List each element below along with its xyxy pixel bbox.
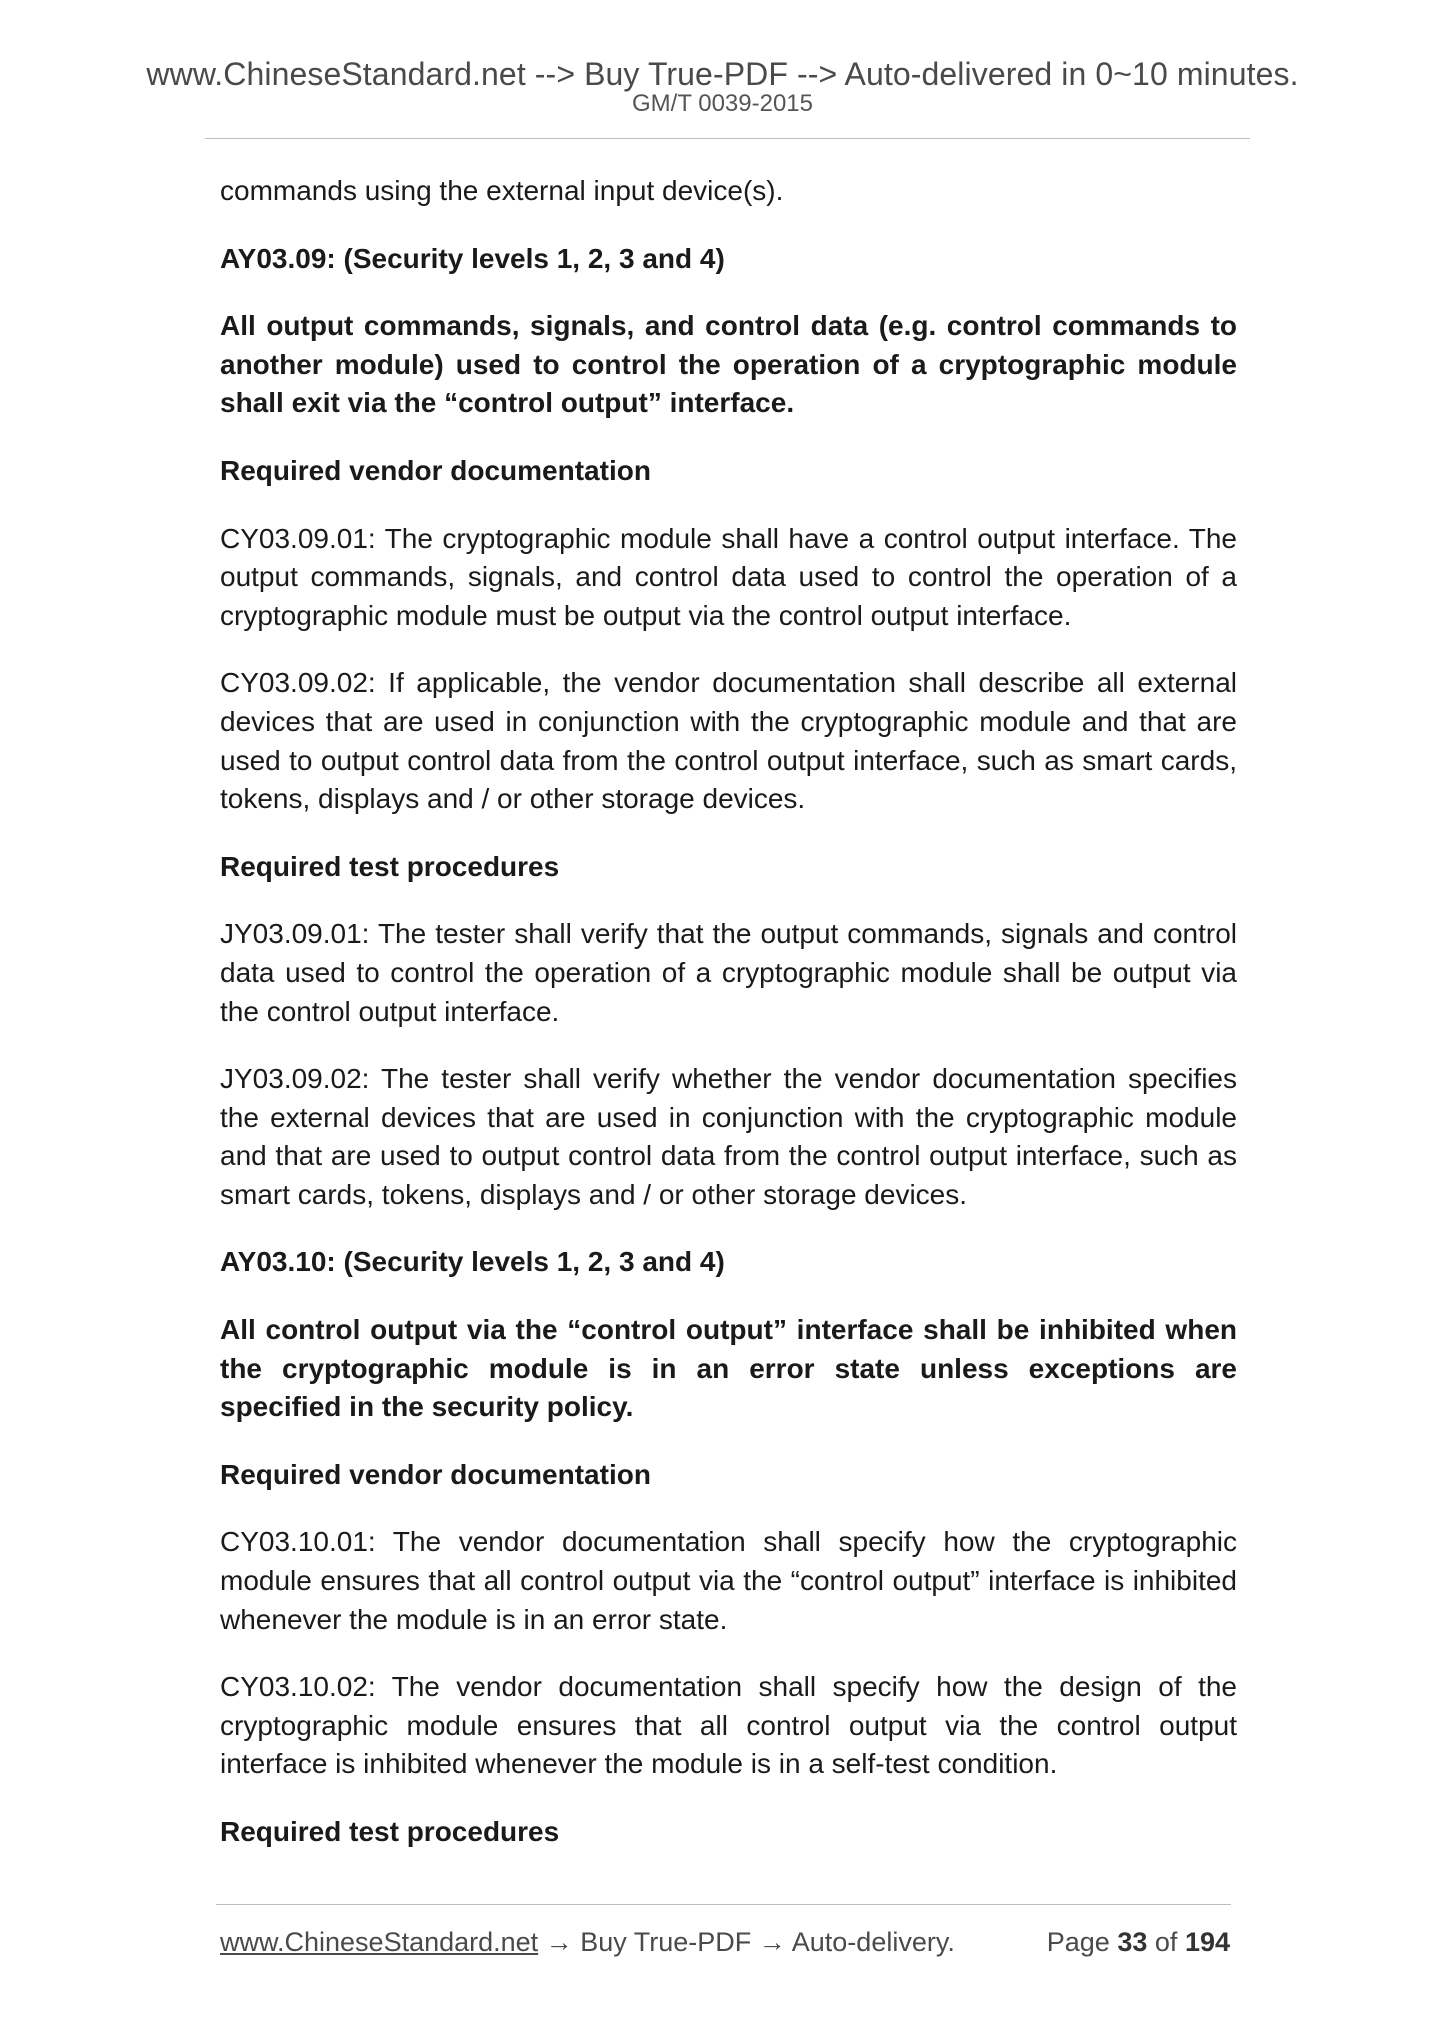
section-heading-vendor-docs: Required vendor documentation xyxy=(220,1458,651,1490)
section-heading-test-procedures: Required test procedures xyxy=(220,1816,560,1847)
footer-promo xyxy=(220,1926,955,1958)
clause-requirement-ay0310: All control output via the “control output” interface shall be inhibited when the cryptographic module is in an error state unless exceptions are specified in the security policy. xyxy=(220,1314,1237,1423)
total-pages: 194 xyxy=(1184,1927,1230,1957)
header-divider xyxy=(205,138,1250,139)
clause-heading-ay0310: AY03.10: (Security levels 1, 2, 3 and 4) xyxy=(220,1246,725,1278)
page-label: Page xyxy=(1046,1927,1110,1957)
paragraph-continuation: commands using the external input device(s). xyxy=(220,175,784,206)
paragraph-cy030901: CY03.09.01: The cryptographic module shall have a control output interface. The output commands, signals, and control data used to control the operation of a cryptographic module must be output via the control output interface. xyxy=(220,522,1237,631)
site-banner: www.ChineseStandard.net --> Buy True-PDF --> Auto-delivered in 0~10 minutes. xyxy=(146,56,1299,92)
paragraph-cy031001: CY03.10.01: The vendor documentation shall specify how the cryptographic module ensures that all control output via the “control output” interface is inhibited whenever the module is in an error state. xyxy=(220,1526,1237,1635)
site-link[interactable]: www.ChineseStandard.net xyxy=(220,1927,539,1957)
document-code: GM/T 0039-2015 xyxy=(632,90,813,117)
of-label: of xyxy=(1154,1927,1178,1957)
footer-divider xyxy=(216,1904,1231,1905)
arrow-separator: → xyxy=(751,1927,792,1957)
footer-delivery-text: Auto-delivery. xyxy=(791,1927,955,1957)
section-heading-vendor-docs: Required vendor documentation xyxy=(220,454,651,486)
clause-requirement-ay0309: All output commands, signals, and control data (e.g. control commands to another module) used to control the operation of a cryptographic module shall exit via the “control output” interface. xyxy=(220,310,1237,419)
paragraph-cy030902: CY03.09.02: If applicable, the vendor documentation shall describe all external devices that are used in conjunction with the cryptographic module and that are used to output control data from the control output interface, such as smart cards, tokens, displays and / or other storage devices. xyxy=(220,667,1237,815)
paragraph-cy031002: CY03.10.02: The vendor documentation shall specify how the design of the cryptographic module ensures that all control output via the control output interface is inhibited whenever the module is in a self-test condition. xyxy=(220,1671,1237,1780)
current-page-number: 33 xyxy=(1117,1927,1148,1957)
section-heading-test-procedures: Required test procedures xyxy=(220,850,560,882)
footer-buy-text: Buy True-PDF xyxy=(580,1927,752,1957)
paragraph-jy030902: JY03.09.02: The tester shall verify whether the vendor documentation specifies the external devices that are used in conjunction with the cryptographic module and that are used to output control data from the control output interface, such as smart cards, tokens, displays and / or other storage devices. xyxy=(220,1063,1237,1210)
page-body xyxy=(220,172,1237,1881)
clause-heading-ay0309: AY03.09: (Security levels 1, 2, 3 and 4) xyxy=(220,242,725,274)
paragraph-jy030901: JY03.09.01: The tester shall verify that the output commands, signals and control data used to control the operation of a cryptographic module shall be output via the control output interface. xyxy=(220,918,1237,1027)
page-indicator xyxy=(1047,1926,1230,1958)
arrow-separator: → xyxy=(538,1927,581,1957)
